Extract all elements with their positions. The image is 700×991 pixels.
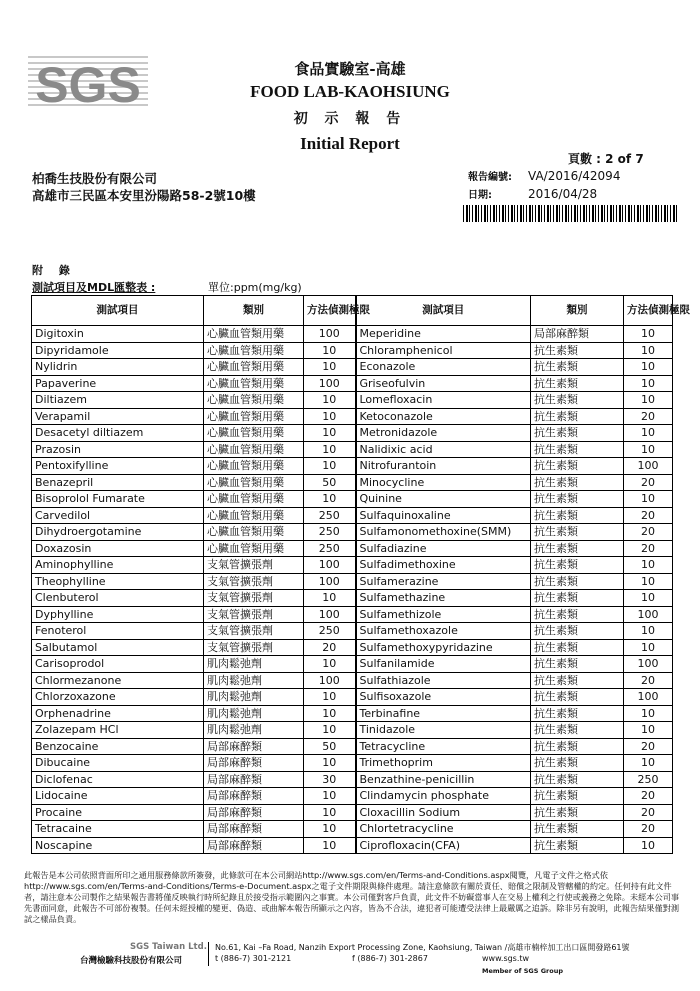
col-header-mdl: 方法偵測極限 — [304, 296, 356, 326]
report-type-en: Initial Report — [300, 134, 400, 153]
left-mdl-cell: 10 — [304, 408, 356, 425]
left-mdl-cell: 10 — [304, 425, 356, 442]
table-row — [32, 507, 673, 524]
right-item-cell: Metronidazole — [356, 425, 531, 442]
right-category-cell: 抗生素類 — [531, 771, 624, 788]
right-category-cell: 局部麻醉類 — [531, 326, 624, 343]
left-mdl-cell: 10 — [304, 590, 356, 607]
footer-fax: f (886-7) 301-2867 — [352, 954, 428, 963]
left-mdl-cell: 250 — [304, 540, 356, 557]
right-category-cell: 抗生素類 — [531, 837, 624, 854]
left-mdl-cell: 100 — [304, 326, 356, 343]
right-item-cell: Sulfadiazine — [356, 540, 531, 557]
footer-web: www.sgs.tw — [482, 954, 530, 963]
page-number — [568, 150, 644, 167]
left-mdl-cell: 10 — [304, 342, 356, 359]
left-mdl-cell: 10 — [304, 804, 356, 821]
left-category-cell: 心臟血管類用藥 — [204, 441, 304, 458]
right-mdl-cell: 10 — [624, 342, 673, 359]
table-header-row — [32, 296, 673, 326]
right-mdl-cell: 10 — [624, 491, 673, 508]
left-mdl-cell: 50 — [304, 738, 356, 755]
right-mdl-cell: 20 — [624, 474, 673, 491]
table-row — [32, 821, 673, 838]
table-row — [32, 639, 673, 656]
client-name: 柏喬生技股份有限公司 — [32, 171, 158, 186]
left-item-cell: Benzocaine — [32, 738, 204, 755]
left-category-cell: 肌肉鬆弛劑 — [204, 722, 304, 739]
right-item-cell: Ciprofloxacin(CFA) — [356, 837, 531, 854]
table-row — [32, 722, 673, 739]
left-mdl-cell: 250 — [304, 507, 356, 524]
right-mdl-cell: 10 — [624, 359, 673, 376]
table-row — [32, 359, 673, 376]
right-category-cell: 抗生素類 — [531, 639, 624, 656]
right-mdl-cell: 100 — [624, 689, 673, 706]
report-meta — [468, 168, 620, 204]
left-category-cell: 心臟血管類用藥 — [204, 359, 304, 376]
right-item-cell: Sulfamethazine — [356, 590, 531, 607]
table-row — [32, 540, 673, 557]
table-row — [32, 474, 673, 491]
left-item-cell: Diclofenac — [32, 771, 204, 788]
right-mdl-cell: 20 — [624, 804, 673, 821]
right-category-cell: 抗生素類 — [531, 375, 624, 392]
report-number-label: 報告編號: — [468, 172, 512, 183]
right-item-cell: Sulfathiazole — [356, 672, 531, 689]
right-category-cell: 抗生素類 — [531, 557, 624, 574]
left-item-cell: Salbutamol — [32, 639, 204, 656]
right-item-cell: Trimethoprim — [356, 755, 531, 772]
left-mdl-cell: 20 — [304, 639, 356, 656]
left-category-cell: 局部麻醉類 — [204, 837, 304, 854]
right-mdl-cell: 100 — [624, 656, 673, 673]
left-item-cell: Dibucaine — [32, 755, 204, 772]
left-mdl-cell: 100 — [304, 375, 356, 392]
left-mdl-cell: 250 — [304, 524, 356, 541]
report-header — [180, 58, 520, 154]
mdl-table — [31, 295, 690, 854]
col-header-category: 類別 — [204, 296, 304, 326]
table-row — [32, 738, 673, 755]
lab-name-en: FOOD LAB-KAOHSIUNG — [250, 82, 450, 101]
left-category-cell: 局部麻醉類 — [204, 738, 304, 755]
right-mdl-cell: 250 — [624, 771, 673, 788]
left-item-cell: Zolazepam HCl — [32, 722, 204, 739]
right-item-cell: Chlortetracycline — [356, 821, 531, 838]
left-category-cell: 心臟血管類用藥 — [204, 342, 304, 359]
sgs-logo-text: SGS — [35, 57, 141, 113]
right-mdl-cell: 10 — [624, 722, 673, 739]
right-mdl-cell: 20 — [624, 524, 673, 541]
table-row — [32, 458, 673, 475]
right-item-cell: Ketoconazole — [356, 408, 531, 425]
left-item-cell: Theophylline — [32, 573, 204, 590]
right-category-cell: 抗生素類 — [531, 788, 624, 805]
left-category-cell: 局部麻醉類 — [204, 755, 304, 772]
right-mdl-cell: 10 — [624, 639, 673, 656]
table-row — [32, 392, 673, 409]
left-mdl-cell: 10 — [304, 656, 356, 673]
right-item-cell: Griseofulvin — [356, 375, 531, 392]
left-category-cell: 支氣管擴張劑 — [204, 623, 304, 640]
right-category-cell: 抗生素類 — [531, 656, 624, 673]
right-item-cell: Cloxacillin Sodium — [356, 804, 531, 821]
left-category-cell: 局部麻醉類 — [204, 788, 304, 805]
right-item-cell: Sulfamonomethoxine(SMM) — [356, 524, 531, 541]
col-header-mdl: 方法偵測極限 — [624, 296, 673, 326]
right-item-cell: Nalidixic acid — [356, 441, 531, 458]
left-mdl-cell: 10 — [304, 392, 356, 409]
right-mdl-cell: 20 — [624, 738, 673, 755]
right-item-cell: Tinidazole — [356, 722, 531, 739]
page-number-value: 2 of 7 — [605, 152, 644, 166]
table-row — [32, 804, 673, 821]
table-row — [32, 606, 673, 623]
left-item-cell: Lidocaine — [32, 788, 204, 805]
right-category-cell: 抗生素類 — [531, 524, 624, 541]
right-item-cell: Lomefloxacin — [356, 392, 531, 409]
right-category-cell: 抗生素類 — [531, 804, 624, 821]
left-category-cell: 心臟血管類用藥 — [204, 474, 304, 491]
left-mdl-cell: 10 — [304, 689, 356, 706]
right-category-cell: 抗生素類 — [531, 408, 624, 425]
left-item-cell: Aminophylline — [32, 557, 204, 574]
left-mdl-cell: 100 — [304, 606, 356, 623]
table-row — [32, 524, 673, 541]
left-mdl-cell: 10 — [304, 755, 356, 772]
left-mdl-cell: 50 — [304, 474, 356, 491]
footer-address: No.61, Kai –Fa Road, Nanzih Export Processing Zone, Kaohsiung, Taiwan /高雄市楠梓加工出口區開發路61號 — [215, 943, 630, 952]
left-item-cell: Orphenadrine — [32, 705, 204, 722]
left-item-cell: Diltiazem — [32, 392, 204, 409]
left-category-cell: 支氣管擴張劑 — [204, 639, 304, 656]
right-category-cell: 抗生素類 — [531, 425, 624, 442]
right-item-cell: Sulfanilamide — [356, 656, 531, 673]
right-item-cell: Minocycline — [356, 474, 531, 491]
left-item-cell: Prazosin — [32, 441, 204, 458]
right-item-cell: Sulfisoxazole — [356, 689, 531, 706]
right-mdl-cell: 20 — [624, 507, 673, 524]
footer-tel: t (886-7) 301-2121 — [215, 954, 292, 963]
report-date-label: 日期: — [468, 190, 492, 201]
right-item-cell: Meperidine — [356, 326, 531, 343]
left-mdl-cell: 10 — [304, 837, 356, 854]
left-item-cell: Tetracaine — [32, 821, 204, 838]
right-mdl-cell: 20 — [624, 788, 673, 805]
left-category-cell: 心臟血管類用藥 — [204, 326, 304, 343]
left-item-cell: Fenoterol — [32, 623, 204, 640]
left-mdl-cell: 10 — [304, 359, 356, 376]
right-category-cell: 抗生素類 — [531, 606, 624, 623]
table-row — [32, 342, 673, 359]
right-item-cell: Nitrofurantoin — [356, 458, 531, 475]
left-item-cell: Carvedilol — [32, 507, 204, 524]
right-mdl-cell: 10 — [624, 392, 673, 409]
left-mdl-cell: 10 — [304, 705, 356, 722]
left-mdl-cell: 250 — [304, 623, 356, 640]
client-address: 高雄市三民區本安里汾陽路58-2號10樓 — [32, 188, 256, 203]
right-mdl-cell: 20 — [624, 408, 673, 425]
right-item-cell: Sulfamethoxazole — [356, 623, 531, 640]
right-mdl-cell: 10 — [624, 837, 673, 854]
disclaimer-text: 此報告是本公司依照背面所印之通用服務條款所簽發，此條款可在本公司網站http://www.sgs.com/en/Terms-and-Conditions.aspx閱覽，凡電子文件之格式依http://www.sgs.com/en/Terms-and-Conditions/Terms-e-Document.aspx之電子文件期限與條件處理。請注意條款有關於責任、賠償之限制及管轄權的約定。任何持有此文件者，請注意本公司製作之結果報告書將僅反映執行時所紀錄且於接受指示範圍內之事實。本公司僅對客戶負責，此文件不妨礙當事人在交易上權利之行使或義務之免除。未經本公司事先書面同意，此報告不可部份複製。任何未經授權的變更、偽造、或曲解本報告所顯示之內容，皆為不合法，違犯者可能遭受法律上最嚴厲之追訴。除非另有說明，此報告結果僅對測試之樣品負責。 — [24, 870, 680, 924]
right-item-cell: Sulfamethoxypyridazine — [356, 639, 531, 656]
right-mdl-cell: 100 — [624, 606, 673, 623]
table-row — [32, 573, 673, 590]
right-mdl-cell: 10 — [624, 573, 673, 590]
right-mdl-cell: 10 — [624, 557, 673, 574]
left-category-cell: 肌肉鬆弛劑 — [204, 656, 304, 673]
right-category-cell: 抗生素類 — [531, 474, 624, 491]
left-item-cell: Carisoprodol — [32, 656, 204, 673]
left-item-cell: Noscapine — [32, 837, 204, 854]
table-row — [32, 705, 673, 722]
left-category-cell: 支氣管擴張劑 — [204, 573, 304, 590]
right-category-cell: 抗生素類 — [531, 540, 624, 557]
table-row — [32, 755, 673, 772]
right-mdl-cell: 10 — [624, 705, 673, 722]
left-mdl-cell: 10 — [304, 788, 356, 805]
annex-title: 附 錄 — [32, 264, 76, 277]
footer-company-zh: 台灣檢驗科技股份有限公司 — [80, 956, 183, 966]
right-category-cell: 抗生素類 — [531, 342, 624, 359]
left-item-cell: Dihydroergotamine — [32, 524, 204, 541]
right-category-cell: 抗生素類 — [531, 359, 624, 376]
right-category-cell: 抗生素類 — [531, 821, 624, 838]
table-row — [32, 408, 673, 425]
left-category-cell: 心臟血管類用藥 — [204, 507, 304, 524]
left-item-cell: Pentoxifylline — [32, 458, 204, 475]
right-mdl-cell: 100 — [624, 458, 673, 475]
right-mdl-cell: 10 — [624, 623, 673, 640]
right-category-cell: 抗生素類 — [531, 672, 624, 689]
left-item-cell: Nylidrin — [32, 359, 204, 376]
report-date: 2016/04/28 — [528, 187, 598, 201]
left-item-cell: Chlormezanone — [32, 672, 204, 689]
left-mdl-cell: 10 — [304, 458, 356, 475]
left-category-cell: 局部麻醉類 — [204, 804, 304, 821]
annex-subtitle: 測試項目及MDL匯整表 : — [32, 281, 156, 294]
left-mdl-cell: 10 — [304, 491, 356, 508]
left-category-cell: 局部麻醉類 — [204, 771, 304, 788]
right-category-cell: 抗生素類 — [531, 722, 624, 739]
right-mdl-cell: 10 — [624, 590, 673, 607]
right-mdl-cell: 20 — [624, 821, 673, 838]
left-category-cell: 心臟血管類用藥 — [204, 491, 304, 508]
table-row — [32, 689, 673, 706]
right-item-cell: Quinine — [356, 491, 531, 508]
left-mdl-cell: 30 — [304, 771, 356, 788]
left-mdl-cell: 100 — [304, 573, 356, 590]
left-item-cell: Procaine — [32, 804, 204, 821]
left-item-cell: Benazepril — [32, 474, 204, 491]
right-mdl-cell: 10 — [624, 441, 673, 458]
left-mdl-cell: 10 — [304, 821, 356, 838]
footer-company-en: SGS Taiwan Ltd. — [130, 942, 207, 952]
left-category-cell: 肌肉鬆弛劑 — [204, 705, 304, 722]
left-category-cell: 心臟血管類用藥 — [204, 524, 304, 541]
left-mdl-cell: 10 — [304, 441, 356, 458]
right-item-cell: Econazole — [356, 359, 531, 376]
left-mdl-cell: 10 — [304, 722, 356, 739]
right-category-cell: 抗生素類 — [531, 441, 624, 458]
right-category-cell: 抗生素類 — [531, 458, 624, 475]
left-category-cell: 心臟血管類用藥 — [204, 458, 304, 475]
left-item-cell: Verapamil — [32, 408, 204, 425]
left-category-cell: 支氣管擴張劑 — [204, 590, 304, 607]
unit-label: 單位:ppm(mg/kg) — [208, 281, 302, 294]
left-category-cell: 心臟血管類用藥 — [204, 540, 304, 557]
table-row — [32, 326, 673, 343]
report-type-zh: 初 示 報 告 — [293, 111, 407, 127]
table-row — [32, 656, 673, 673]
col-header-category: 類別 — [531, 296, 624, 326]
table-row — [32, 441, 673, 458]
table-row — [32, 557, 673, 574]
right-category-cell: 抗生素類 — [531, 738, 624, 755]
table-row — [32, 771, 673, 788]
table-row — [32, 491, 673, 508]
lab-name-zh: 食品實驗室-高雄 — [294, 60, 406, 78]
left-item-cell: Digitoxin — [32, 326, 204, 343]
page-number-label: 頁數 : — [568, 152, 606, 166]
left-item-cell: Clenbuterol — [32, 590, 204, 607]
right-item-cell: Terbinafine — [356, 705, 531, 722]
table-row — [32, 837, 673, 854]
table-row — [32, 672, 673, 689]
table-row — [32, 590, 673, 607]
right-item-cell: Sulfaquinoxaline — [356, 507, 531, 524]
table-row — [32, 623, 673, 640]
left-category-cell: 支氣管擴張劑 — [204, 606, 304, 623]
left-item-cell: Dyphylline — [32, 606, 204, 623]
footer-member: Member of SGS Group — [482, 967, 563, 975]
table-row — [32, 375, 673, 392]
right-category-cell: 抗生素類 — [531, 507, 624, 524]
barcode — [463, 205, 678, 222]
right-category-cell: 抗生素類 — [531, 573, 624, 590]
sgs-logo — [28, 52, 148, 114]
right-mdl-cell: 10 — [624, 755, 673, 772]
left-category-cell: 心臟血管類用藥 — [204, 375, 304, 392]
table-row — [32, 425, 673, 442]
right-mdl-cell: 20 — [624, 540, 673, 557]
left-item-cell: Doxazosin — [32, 540, 204, 557]
left-category-cell: 心臟血管類用藥 — [204, 392, 304, 409]
left-category-cell: 局部麻醉類 — [204, 821, 304, 838]
right-mdl-cell: 10 — [624, 326, 673, 343]
report-number: VA/2016/42094 — [528, 169, 621, 183]
right-mdl-cell: 10 — [624, 375, 673, 392]
left-category-cell: 心臟血管類用藥 — [204, 408, 304, 425]
footer-divider — [208, 942, 209, 966]
left-item-cell: Bisoprolol Fumarate — [32, 491, 204, 508]
left-category-cell: 支氣管擴張劑 — [204, 557, 304, 574]
table-row — [32, 788, 673, 805]
left-item-cell: Desacetyl diltiazem — [32, 425, 204, 442]
right-mdl-cell: 10 — [624, 425, 673, 442]
right-item-cell: Chloramphenicol — [356, 342, 531, 359]
col-header-item: 測試項目 — [356, 296, 531, 326]
right-category-cell: 抗生素類 — [531, 392, 624, 409]
right-category-cell: 抗生素類 — [531, 755, 624, 772]
left-mdl-cell: 100 — [304, 557, 356, 574]
right-mdl-cell: 20 — [624, 672, 673, 689]
left-item-cell: Papaverine — [32, 375, 204, 392]
right-item-cell: Clindamycin phosphate — [356, 788, 531, 805]
client-block — [32, 170, 256, 204]
right-item-cell: Benzathine-penicillin — [356, 771, 531, 788]
right-category-cell: 抗生素類 — [531, 491, 624, 508]
left-item-cell: Dipyridamole — [32, 342, 204, 359]
right-category-cell: 抗生素類 — [531, 689, 624, 706]
right-item-cell: Sulfamerazine — [356, 573, 531, 590]
right-item-cell: Sulfamethizole — [356, 606, 531, 623]
right-category-cell: 抗生素類 — [531, 623, 624, 640]
right-category-cell: 抗生素類 — [531, 590, 624, 607]
left-item-cell: Chlorzoxazone — [32, 689, 204, 706]
col-header-item: 測試項目 — [32, 296, 204, 326]
left-category-cell: 肌肉鬆弛劑 — [204, 689, 304, 706]
right-item-cell: Tetracycline — [356, 738, 531, 755]
left-category-cell: 心臟血管類用藥 — [204, 425, 304, 442]
left-mdl-cell: 100 — [304, 672, 356, 689]
right-item-cell: Sulfadimethoxine — [356, 557, 531, 574]
left-category-cell: 肌肉鬆弛劑 — [204, 672, 304, 689]
right-category-cell: 抗生素類 — [531, 705, 624, 722]
